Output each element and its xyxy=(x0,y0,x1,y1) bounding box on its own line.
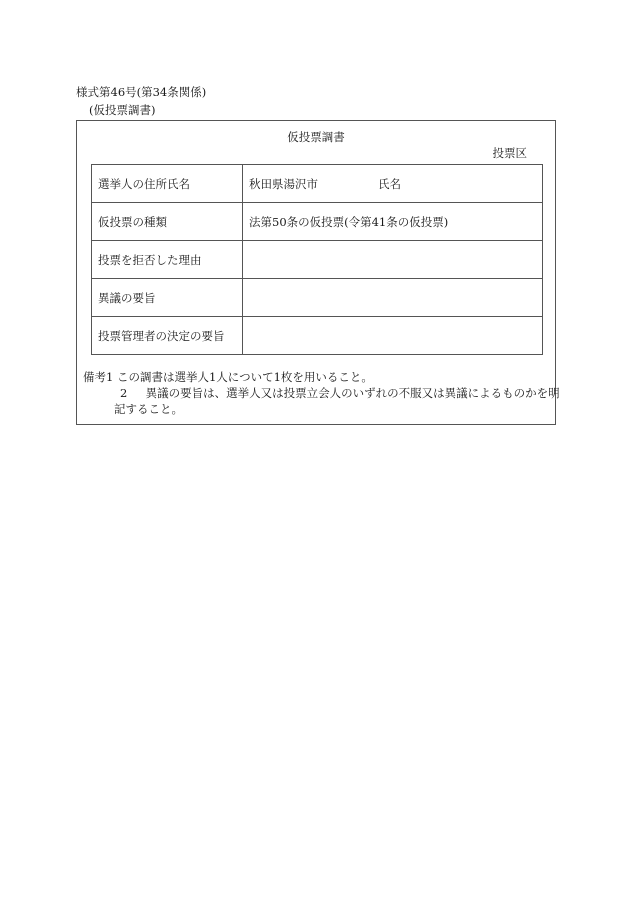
note-2 xyxy=(83,385,560,401)
row-value-refusal-reason[interactable] xyxy=(243,241,543,279)
note-2-continuation: 記すること。 xyxy=(114,402,183,416)
row-label-objection: 異議の要旨 xyxy=(92,279,243,317)
row-label-type: 仮投票の種類 xyxy=(92,203,243,241)
form-title: 仮投票調書 xyxy=(287,130,345,144)
notes xyxy=(83,369,560,417)
note-1 xyxy=(83,369,549,385)
row-label-address: 選挙人の住所氏名 xyxy=(92,165,243,203)
form-number: 様式第46号(第34条関係) xyxy=(76,85,207,99)
name-label: 氏名 xyxy=(378,176,401,191)
note-2-text: 異議の要旨は、選挙人又は投票立会人のいずれの不服又は異議によるものかを明 xyxy=(145,386,560,400)
note-1-text: この調書は選挙人1人について1枚を用いること。 xyxy=(116,370,373,384)
note-2-number: 2 xyxy=(120,386,128,400)
table-row xyxy=(92,241,543,279)
row-label-refusal-reason: 投票を拒否した理由 xyxy=(92,241,243,279)
table-row xyxy=(92,279,543,317)
form-name: (仮投票調書) xyxy=(89,103,156,117)
row-label-decision: 投票管理者の決定の要旨 xyxy=(92,317,243,355)
table-row xyxy=(92,165,543,203)
table-row xyxy=(92,203,543,241)
address-value: 秋田県湯沢市 xyxy=(249,176,318,191)
district-label: 投票区 xyxy=(492,146,527,160)
form-frame xyxy=(76,120,560,425)
row-value-type[interactable]: 法第50条の仮投票(令第41条の仮投票) xyxy=(243,203,543,241)
row-value-objection[interactable] xyxy=(243,279,543,317)
notes-prefix: 備考1 xyxy=(83,370,114,384)
row-value-address[interactable] xyxy=(243,165,543,203)
record-table xyxy=(91,164,543,355)
table-row xyxy=(92,317,543,355)
row-value-decision[interactable] xyxy=(243,317,543,355)
